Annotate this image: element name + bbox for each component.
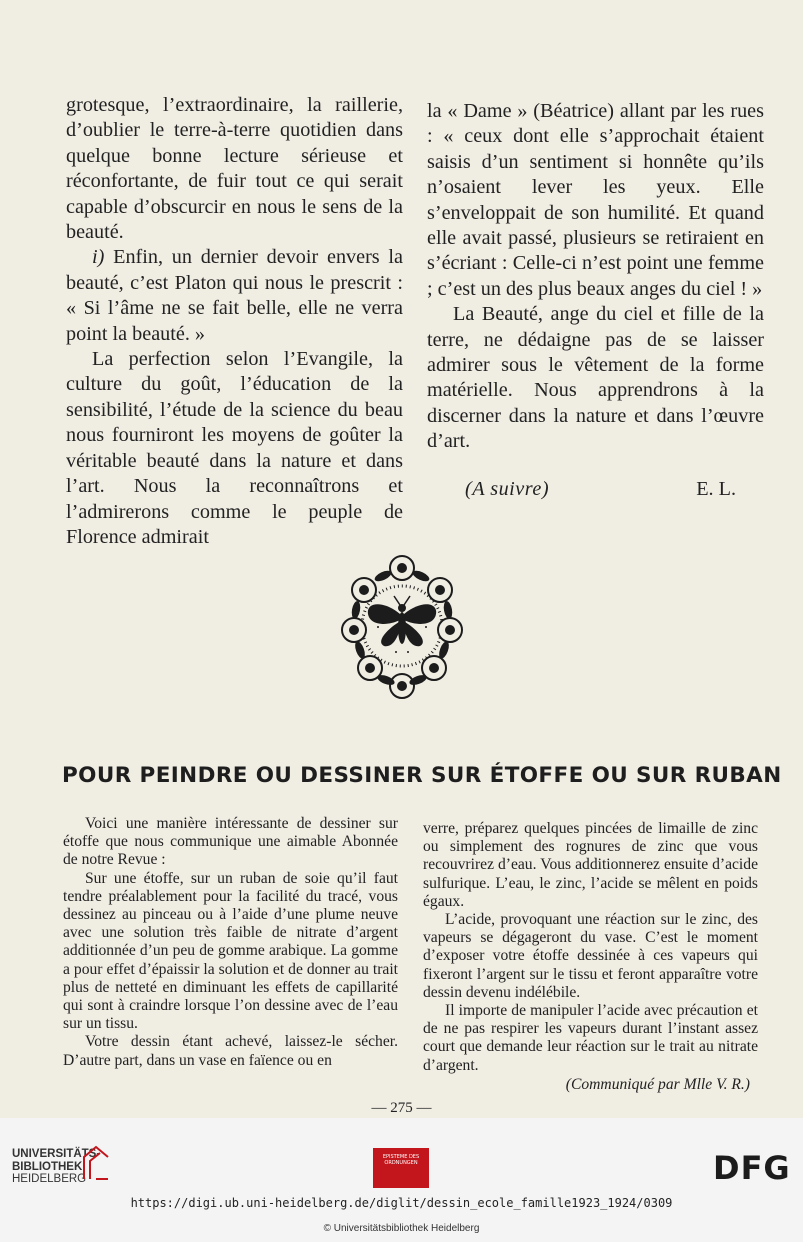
- permalink[interactable]: https://digi.ub.uni-heidelberg.de/diglit/dessin_ecole_famille1923_1924/0309: [130, 1196, 673, 1210]
- paragraph: Il importe de manipuler l’acide avec précaution et de ne pas respirer les vapeurs durant l’instant assez court que demande leur réaction sur le trait au nitrate d’argent.: [423, 1002, 758, 1074]
- top-right-column: [427, 99, 764, 502]
- article-right-column: [423, 820, 758, 1094]
- article-title: POUR PEINDRE OU DESSINER SUR ÉTOFFE OU SUR RUBAN: [62, 763, 782, 788]
- article-credit: (Communiqué par Mlle V. R.): [565, 1075, 750, 1093]
- paragraph: Voici une manière intéressante de dessiner sur étoffe que nous communique une aimable Abonnée de notre Revue :: [63, 815, 398, 869]
- bee-wreath-ornament: [338, 552, 466, 702]
- paragraph: La perfection selon l’Evangile, la culture du goût, l’éducation de la sensibilité, l’étude de la science du beau nous fourniront les moyens de goûter la véritable beauté dans la nature et dans l’art. Nous la reconnaîtrons et l’admirerons comme le peuple de Florence admirait: [66, 348, 403, 548]
- bee: [368, 596, 436, 646]
- paragraph: verre, préparez quelques pincées de limaille de zinc ou simplement des rognures de zinc que vous recouvrirez d’eau. Vous additionnerez ensuite d’acide sulfurique. L’eau, le zinc, l’acide se mêlent en poids égaux.: [423, 820, 758, 910]
- library-logo-icon: [80, 1143, 112, 1183]
- paragraph-text: Enfin, un dernier devoir envers la beauté, c’est Platon qui nous le prescrit : « Si l’âme ne se fait belle, elle ne verra point la beauté. »: [66, 246, 403, 345]
- to-be-continued: (A suivre): [465, 477, 550, 500]
- top-left-column: [66, 93, 403, 550]
- dfg-logo[interactable]: DFG: [713, 1149, 791, 1187]
- paragraph: grotesque, l’extraordinaire, la raillerie, d’oublier le terre-à-terre quotidien dans quelque bonne lecture sérieuse et réconfortante, de fuir tout ce qui serait capable d’obscurcir en nous le sens de la beauté.: [66, 94, 403, 244]
- article-left-column: [63, 815, 398, 1070]
- library-name-line: UNIVERSITÄTS-: [12, 1148, 101, 1160]
- copyright-notice: © Universitätsbibliothek Heidelberg: [323, 1223, 480, 1234]
- signature-line: [427, 477, 764, 502]
- paragraph: la « Dame » (Béatrice) allant par les rues : « ceux dont elle s’approchait étaient saisis d’un sentiment si honnête qu’ils n’osaient lever les yeux. Elle s’enveloppait de son humilité. Et quand elle avait passé, plusieurs se retiraient en s’écriant : Celle-ci n’est point une femme ; c’est un des plus beaux anges du ciel ! »: [427, 100, 764, 300]
- library-name-line: BIBLIOTHEK: [12, 1160, 83, 1173]
- list-marker: i): [92, 246, 105, 269]
- badge-text: EPISTEME DES ORDNUNGEN: [382, 1154, 420, 1166]
- paragraph: L’acide, provoquant une réaction sur le zinc, des vapeurs se dégageront du vase. C’est le moment d’exposer votre étoffe dessinée à ces vapeurs qui fixeront l’argent sur le tissu et feront apparaître votre dessin devenu indélébile.: [423, 911, 758, 1001]
- paragraph: Sur une étoffe, sur un ruban de soie qu’il faut tendre préalablement pour la facilité du tracé, vous dessinez au pinceau ou à l’aide d’une plume neuve avec une solution très faible de nitrate d’argent additionnée d’un peu de gomme arabique. La gomme a pour effet d’épaissir la solution et de donner au trait plus de netteté en diminuant les effets de capillarité qui sont à craindre lorsque l’on dessine avec de l’eau sur un tissu.: [63, 869, 398, 1033]
- author-initials: E. L.: [696, 477, 736, 500]
- paragraph: Votre dessin étant achevé, laissez-le sécher. D’autre part, dans un vase en faïence ou en: [63, 1033, 398, 1069]
- project-badge[interactable]: [373, 1148, 429, 1188]
- paragraph: La Beauté, ange du ciel et fille de la terre, ne dédaigne pas de se laisser admirer sous le vêtement de la forme matérielle. Nous apprendrons à la discerner dans la nature et dans l’œuvre d’art.: [427, 303, 764, 453]
- page-number: — 275 —: [371, 1100, 432, 1116]
- paragraph: [66, 245, 403, 347]
- library-name-line: HEIDELBERG: [12, 1173, 87, 1185]
